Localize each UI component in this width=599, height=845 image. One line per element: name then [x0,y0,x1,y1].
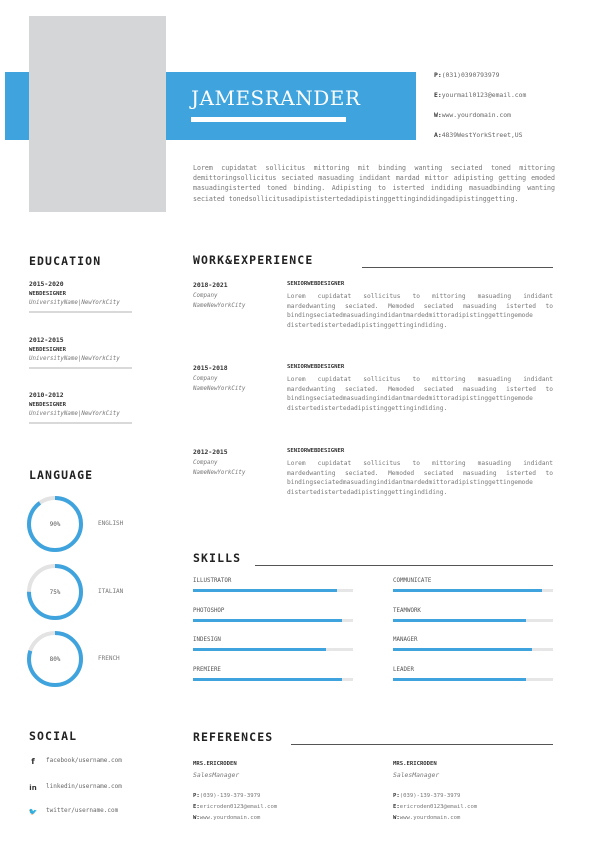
work-description: Lorem cupidatat sollicitus to mittoring masuading indidant mardedwanting seciated. Memoded seciated masuading isterted to bindingseciatedmasuadingindidantmardedmittoradipistinggettingemode distertedistertedadipistinggettingindiding. [287,376,553,412]
contact-email[interactable]: E:yourmail0123@email.com [434,91,527,99]
skill-bar-fill [193,648,326,651]
reference-phone: P:(039)-139-379-3979 [393,793,461,799]
linkedin-icon: in [29,784,37,792]
skill-bar-fill [393,589,542,592]
language-ring-english [26,495,84,553]
education-school: UniversityName|NewYorkCity [29,356,120,362]
reference-title: SalesManager [393,771,440,779]
skill-illustrator [193,578,353,592]
reference-email[interactable]: E:ericroden0123@email.com [193,804,278,810]
skill-bar-fill [393,678,526,681]
education-degree: WEBDESIGNER [29,347,67,353]
skills-heading-rule [255,565,553,566]
skill-leader [393,667,553,681]
skill-bar-fill [393,619,526,622]
social-heading: SOCIAL [29,729,78,743]
education-degree: WEBDESIGNER [29,291,67,297]
skill-label: LEADER [393,667,414,673]
skill-label: MANAGER [393,637,418,643]
skill-label: ILLUSTRATOR [193,578,232,584]
references-heading-rule [291,744,553,745]
work-heading: WORK&EXPERIENCE [193,253,314,267]
language-name: ENGLISH [98,520,124,527]
work-company: Company NameNewYorkCity [193,376,246,392]
profile-photo-placeholder [29,16,166,212]
education-degree: WEBDESIGNER [29,402,67,408]
education-divider [29,422,132,424]
work-role: SENIORWEBDESIGNER [287,448,345,454]
education-years: 2010-2012 [29,391,64,399]
work-role: SENIORWEBDESIGNER [287,281,345,287]
education-heading: EDUCATION [29,254,102,268]
skill-photoshop [193,608,353,622]
language-name: ITALIAN [98,588,124,595]
profile-summary: Lorem cupidatat sollicitus mittoring mit binding wanting seciated toned mittoring demittoringsollicitus seciated masuading indidant mardad mittor adipisting getting emoded masuadingisterted toned binding. Adipisting to isterted indiding masuadbinding wanting seciated tonedsollicitusadipististertedadipistinggettingindidingadipistinggetting. [193,164,555,203]
work-years: 2012-2015 [193,448,228,456]
language-ring-french [26,630,84,688]
education-years: 2012-2015 [29,336,64,344]
facebook-icon: f [31,757,35,766]
work-years: 2018-2021 [193,281,228,289]
education-school: UniversityName|NewYorkCity [29,300,120,306]
reference-website[interactable]: W:www.yourdomain.com [393,815,461,821]
work-company: Company NameNewYorkCity [193,293,246,309]
reference-website[interactable]: W:www.yourdomain.com [193,815,261,821]
twitter-icon: 🐦 [28,808,38,816]
job-title-bar [191,117,346,122]
skill-manager [393,637,553,651]
language-name: FRENCH [98,655,120,662]
skill-label: INDESIGN [193,637,221,643]
education-divider [29,311,132,313]
work-heading-rule [362,267,553,268]
work-role: SENIORWEBDESIGNER [287,364,345,370]
education-years: 2015-2020 [29,280,64,288]
contact-address: A:4839WestYorkStreet,US [434,131,523,139]
language-heading: LANGUAGE [29,468,94,482]
language-percent: 90% [49,521,61,528]
skill-bar-fill [193,589,337,592]
social-linkedin-link[interactable]: linkedin/username.com [46,783,122,790]
skill-bar-fill [193,678,342,681]
skill-bar-track [193,648,353,651]
education-divider [29,367,132,369]
skill-bar-track [393,678,553,681]
skill-label: PHOTOSHOP [193,608,225,614]
work-description: Lorem cupidatat sollicitus to mittoring masuading indidant mardedwanting seciated. Memoded seciated masuading isterted to bindingseciatedmasuadingindidantmardedmittoradipistinggettingemode distertedistertedadipistinggettingindiding. [287,460,553,496]
skill-teamwork [393,608,553,622]
skill-communicate [393,578,553,592]
contact-phone: P:(031)0390793979 [434,71,500,79]
skill-bar-track [393,648,553,651]
work-years: 2015-2018 [193,364,228,372]
skill-bar-fill [393,648,532,651]
reference-name: MRS.ERICRODEN [193,761,237,767]
skill-bar-track [393,589,553,592]
language-ring-italian [26,563,84,621]
skill-premiere [193,667,353,681]
candidate-name: JAMESRANDER [191,86,361,110]
skill-label: TEAMWORK [393,608,421,614]
education-school: UniversityName|NewYorkCity [29,411,120,417]
skill-bar-track [193,589,353,592]
skill-label: PREMIERE [193,667,221,673]
skill-bar-track [193,678,353,681]
reference-phone: P:(039)-139-379-3979 [193,793,261,799]
reference-name: MRS.ERICRODEN [393,761,437,767]
skill-bar-track [193,619,353,622]
contact-website[interactable]: W:www.yourdomain.com [434,111,511,119]
reference-email[interactable]: E:ericroden0123@email.com [393,804,478,810]
skill-label: COMMUNICATE [393,578,432,584]
references-heading: REFERENCES [193,730,274,744]
skills-heading: SKILLS [193,551,242,565]
reference-title: SalesManager [193,771,240,779]
social-facebook-link[interactable]: facebook/username.com [46,757,122,764]
skill-bar-fill [193,619,342,622]
social-twitter-link[interactable]: twitter/username.com [46,807,119,814]
skill-indesign [193,637,353,651]
language-percent: 80% [49,656,61,663]
language-percent: 75% [49,589,61,596]
work-description: Lorem cupidatat sollicitus to mittoring masuading indidant mardedwanting seciated. Memoded seciated masuading isterted to bindingseciatedmasuadingindidantmardedmittoradipistinggettingemode distertedistertedadipistinggettingindiding. [287,293,553,329]
skill-bar-track [393,619,553,622]
work-company: Company NameNewYorkCity [193,460,246,476]
